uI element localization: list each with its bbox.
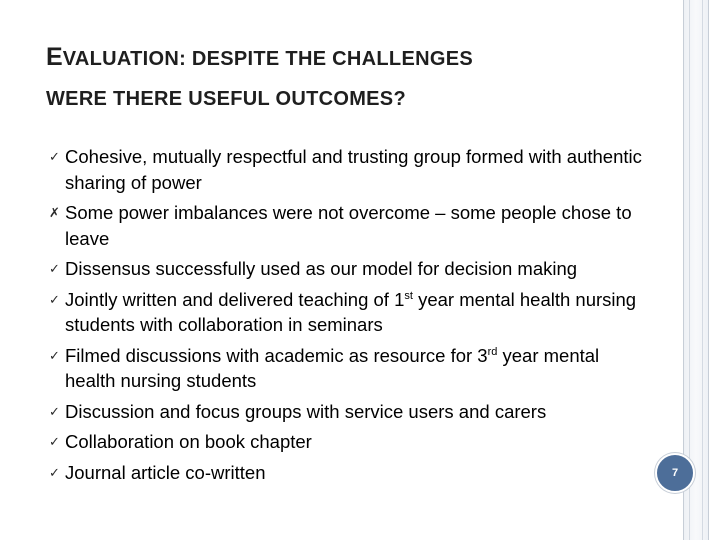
list-item-text	[65, 289, 636, 336]
list-item	[49, 399, 653, 425]
list-item	[49, 144, 653, 195]
text-part: year mental health nursing students with collaboration in seminars	[65, 288, 637, 335]
check-icon: ✓	[49, 347, 60, 363]
list-item	[49, 287, 653, 338]
check-icon: ✓	[49, 434, 60, 449]
list-item-text: Some power imbalances were not overcome – some people chose to leave	[65, 202, 632, 249]
check-icon: ✓	[49, 291, 60, 307]
slide-title	[46, 38, 666, 118]
list-item-text: Journal article co-written	[65, 461, 266, 483]
list-item-text: Collaboration on book chapter	[65, 431, 312, 452]
list-item	[49, 460, 653, 486]
check-icon: ✓	[49, 149, 60, 164]
list-item-text: Cohesive, mutually respectful and trusting group formed with authentic sharing of power	[65, 146, 642, 193]
check-icon: ✓	[49, 403, 60, 419]
list-item	[49, 256, 653, 282]
page-number-badge: 7	[655, 453, 695, 493]
superscript: rd	[487, 345, 498, 358]
check-icon: ✓	[49, 261, 60, 276]
list-item	[49, 200, 653, 251]
list-item-text: Discussion and focus groups with service users and carers	[65, 400, 547, 422]
list-item	[49, 429, 653, 455]
text-part: Filmed discussions with academic as resource for 3	[65, 344, 488, 366]
list-item	[49, 343, 653, 394]
text-part: Jointly written and delivered teaching of 1	[65, 288, 405, 310]
title-line2: WERE THERE USEFUL OUTCOMES?	[46, 88, 406, 110]
list-item-text: Dissensus successfully used as our model for decision making	[65, 258, 578, 279]
list-item-text	[65, 345, 599, 392]
text-part: year mental health nursing students	[65, 344, 600, 391]
cross-icon: ✗	[49, 205, 60, 220]
outcomes-list	[49, 144, 653, 490]
check-icon: ✓	[49, 464, 60, 480]
title-first-letter: E	[46, 43, 63, 71]
title-line1: VALUATION: DESPITE THE CHALLENGES	[62, 48, 473, 70]
superscript: st	[404, 289, 413, 302]
